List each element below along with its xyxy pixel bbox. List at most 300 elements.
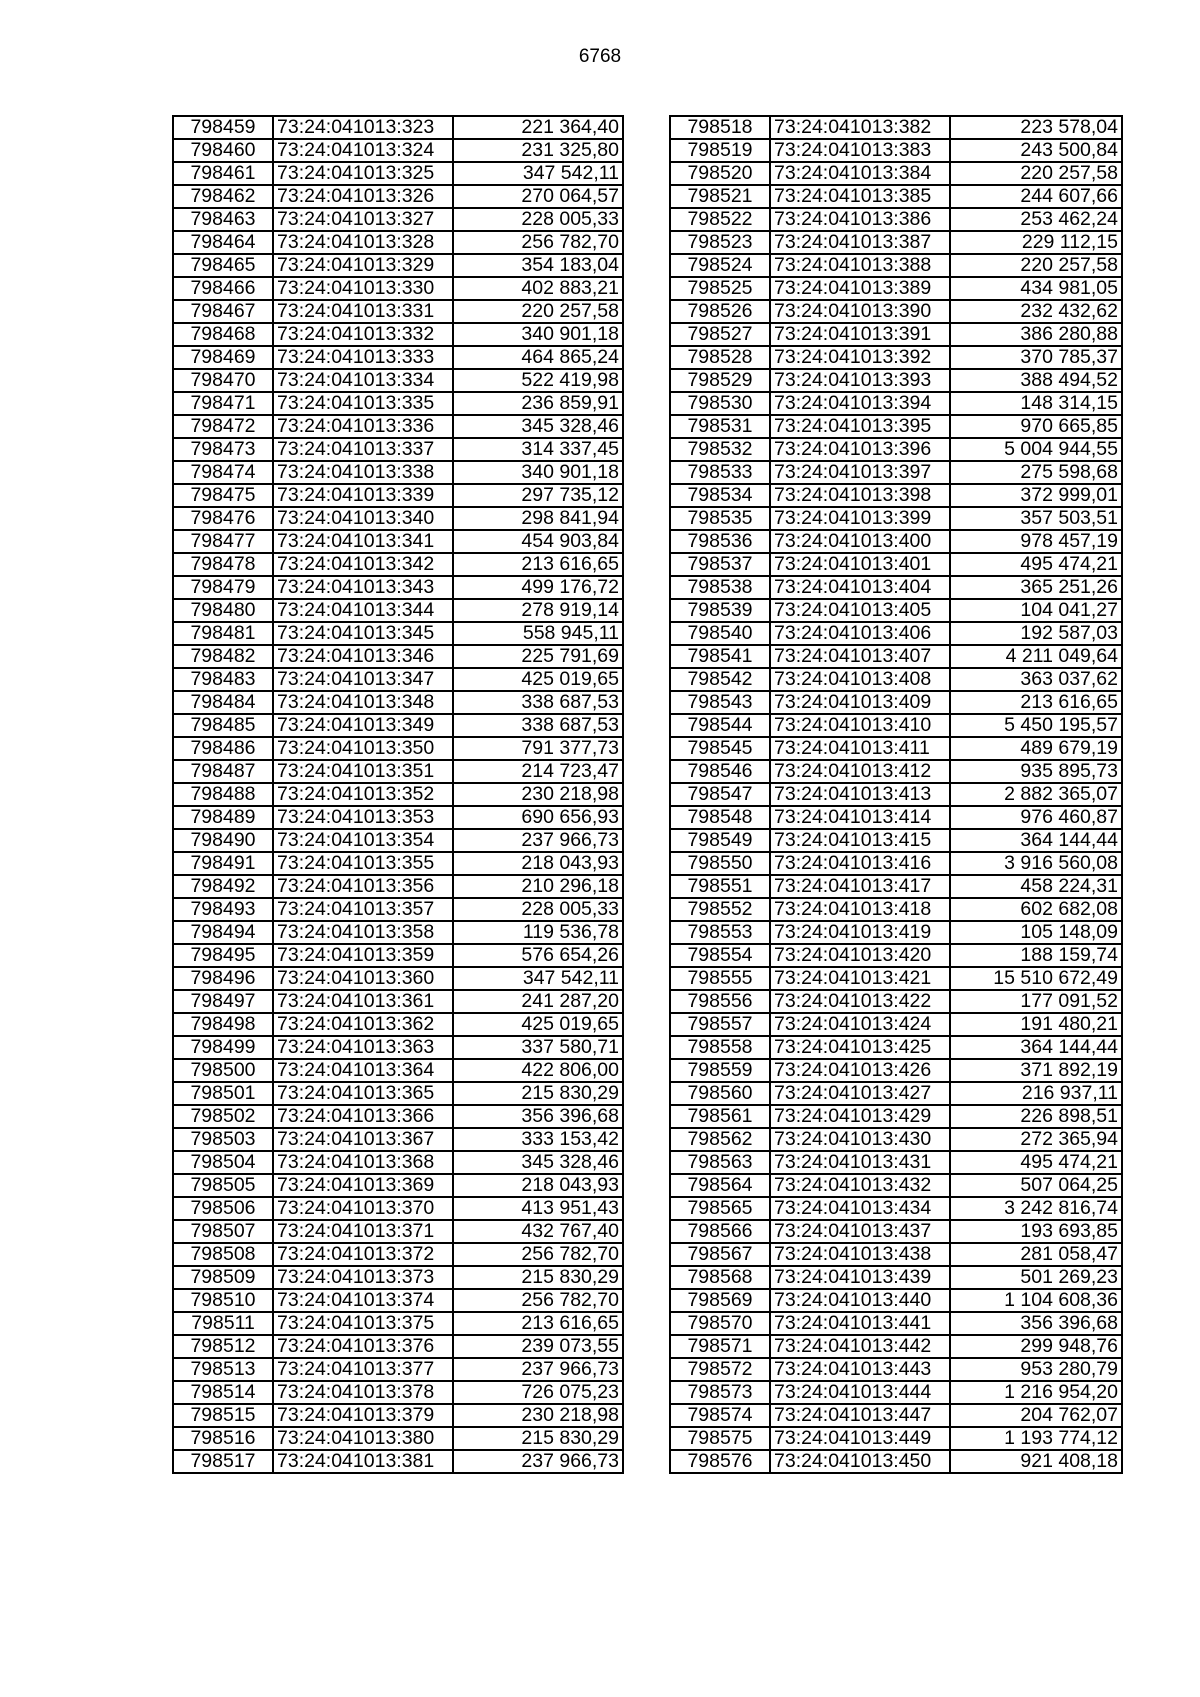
cadastral-number-cell: 73:24:041013:437 [770,1220,950,1243]
row-number-cell: 798493 [173,898,273,921]
cadastral-number-cell: 73:24:041013:421 [770,967,950,990]
row-number-cell: 798574 [670,1404,770,1427]
cadastral-number-cell: 73:24:041013:323 [273,116,453,139]
row-number-cell: 798567 [670,1243,770,1266]
cadastral-number-cell: 73:24:041013:416 [770,852,950,875]
table-row [173,553,623,576]
row-number-cell: 798526 [670,300,770,323]
cadastral-number-cell: 73:24:041013:370 [273,1197,453,1220]
table-row [670,1243,1122,1266]
value-cell: 213 616,65 [453,1312,623,1335]
cadastral-number-cell: 73:24:041013:410 [770,714,950,737]
cadastral-number-cell: 73:24:041013:396 [770,438,950,461]
table-row [670,783,1122,806]
table-row [173,1358,623,1381]
row-number-cell: 798530 [670,392,770,415]
table-row [173,783,623,806]
cadastral-number-cell: 73:24:041013:366 [273,1105,453,1128]
table-row [173,1059,623,1082]
row-number-cell: 798483 [173,668,273,691]
cadastral-number-cell: 73:24:041013:353 [273,806,453,829]
table-row [670,1289,1122,1312]
table-row [670,622,1122,645]
table-row [670,231,1122,254]
cadastral-number-cell: 73:24:041013:346 [273,645,453,668]
row-number-cell: 798476 [173,507,273,530]
table-row [670,1266,1122,1289]
table-row [173,806,623,829]
row-number-cell: 798547 [670,783,770,806]
cadastral-number-cell: 73:24:041013:406 [770,622,950,645]
table-row [670,1151,1122,1174]
row-number-cell: 798503 [173,1128,273,1151]
table-row [670,967,1122,990]
table-row [173,438,623,461]
row-number-cell: 798558 [670,1036,770,1059]
row-number-cell: 798489 [173,806,273,829]
table-row [173,967,623,990]
value-cell: 953 280,79 [950,1358,1122,1381]
row-number-cell: 798534 [670,484,770,507]
table-row [670,921,1122,944]
table-row [173,622,623,645]
cadastral-number-cell: 73:24:041013:430 [770,1128,950,1151]
value-cell: 364 144,44 [950,829,1122,852]
value-cell: 221 364,40 [453,116,623,139]
value-cell: 340 901,18 [453,323,623,346]
value-cell: 297 735,12 [453,484,623,507]
row-number-cell: 798480 [173,599,273,622]
value-cell: 214 723,47 [453,760,623,783]
table-row [173,645,623,668]
table-row [173,1197,623,1220]
row-number-cell: 798571 [670,1335,770,1358]
table-row [173,944,623,967]
table-row [173,1450,623,1473]
table-row [173,231,623,254]
table-row [670,323,1122,346]
table-row [173,415,623,438]
cadastral-number-cell: 73:24:041013:427 [770,1082,950,1105]
page-number: 6768 [578,46,622,67]
cadastral-number-cell: 73:24:041013:432 [770,1174,950,1197]
value-cell: 363 037,62 [950,668,1122,691]
value-cell: 495 474,21 [950,1151,1122,1174]
row-number-cell: 798479 [173,576,273,599]
value-cell: 215 830,29 [453,1266,623,1289]
row-number-cell: 798517 [173,1450,273,1473]
table-row [670,1174,1122,1197]
row-number-cell: 798477 [173,530,273,553]
table-row [670,346,1122,369]
value-cell: 978 457,19 [950,530,1122,553]
register-table-left [172,115,624,1474]
cadastral-number-cell: 73:24:041013:367 [273,1128,453,1151]
cadastral-number-cell: 73:24:041013:394 [770,392,950,415]
row-number-cell: 798527 [670,323,770,346]
table-row [670,1358,1122,1381]
value-cell: 507 064,25 [950,1174,1122,1197]
row-number-cell: 798491 [173,852,273,875]
table-row [670,369,1122,392]
value-cell: 501 269,23 [950,1266,1122,1289]
cadastral-number-cell: 73:24:041013:333 [273,346,453,369]
cadastral-number-cell: 73:24:041013:368 [273,1151,453,1174]
row-number-cell: 798554 [670,944,770,967]
table-row [173,1243,623,1266]
cadastral-number-cell: 73:24:041013:414 [770,806,950,829]
row-number-cell: 798482 [173,645,273,668]
table-row [670,898,1122,921]
value-cell: 278 919,14 [453,599,623,622]
row-number-cell: 798532 [670,438,770,461]
row-number-cell: 798509 [173,1266,273,1289]
value-cell: 3 916 560,08 [950,852,1122,875]
table-row [670,1105,1122,1128]
value-cell: 338 687,53 [453,714,623,737]
row-number-cell: 798492 [173,875,273,898]
row-number-cell: 798525 [670,277,770,300]
row-number-cell: 798542 [670,668,770,691]
cadastral-number-cell: 73:24:041013:326 [273,185,453,208]
row-number-cell: 798471 [173,392,273,415]
table-row [670,1082,1122,1105]
value-cell: 218 043,93 [453,1174,623,1197]
table-row [670,254,1122,277]
table-row [670,576,1122,599]
value-cell: 495 474,21 [950,553,1122,576]
cadastral-number-cell: 73:24:041013:440 [770,1289,950,1312]
row-number-cell: 798543 [670,691,770,714]
table-row [670,1013,1122,1036]
value-cell: 148 314,15 [950,392,1122,415]
table-row [173,1013,623,1036]
table-row [173,116,623,139]
cadastral-number-cell: 73:24:041013:422 [770,990,950,1013]
cadastral-number-cell: 73:24:041013:411 [770,737,950,760]
row-number-cell: 798485 [173,714,273,737]
cadastral-number-cell: 73:24:041013:348 [273,691,453,714]
row-number-cell: 798463 [173,208,273,231]
cadastral-number-cell: 73:24:041013:352 [273,783,453,806]
table-row [173,668,623,691]
cadastral-number-cell: 73:24:041013:429 [770,1105,950,1128]
row-number-cell: 798559 [670,1059,770,1082]
table-row [670,1059,1122,1082]
table-row [173,714,623,737]
value-cell: 413 951,43 [453,1197,623,1220]
value-cell: 690 656,93 [453,806,623,829]
row-number-cell: 798555 [670,967,770,990]
value-cell: 232 432,62 [950,300,1122,323]
value-cell: 364 144,44 [950,1036,1122,1059]
row-number-cell: 798553 [670,921,770,944]
table-row [173,139,623,162]
table-row [670,1450,1122,1473]
row-number-cell: 798481 [173,622,273,645]
row-number-cell: 798541 [670,645,770,668]
table-row [173,346,623,369]
table-row [670,714,1122,737]
table-row [173,392,623,415]
cadastral-number-cell: 73:24:041013:384 [770,162,950,185]
cadastral-number-cell: 73:24:041013:392 [770,346,950,369]
table-row [173,875,623,898]
row-number-cell: 798512 [173,1335,273,1358]
value-cell: 935 895,73 [950,760,1122,783]
value-cell: 177 091,52 [950,990,1122,1013]
row-number-cell: 798540 [670,622,770,645]
value-cell: 5 450 195,57 [950,714,1122,737]
row-number-cell: 798539 [670,599,770,622]
table-row [173,461,623,484]
cadastral-number-cell: 73:24:041013:390 [770,300,950,323]
row-number-cell: 798467 [173,300,273,323]
value-cell: 256 782,70 [453,231,623,254]
table-row [670,944,1122,967]
table-row [173,484,623,507]
row-number-cell: 798460 [173,139,273,162]
cadastral-number-cell: 73:24:041013:400 [770,530,950,553]
value-cell: 489 679,19 [950,737,1122,760]
cadastral-number-cell: 73:24:041013:365 [273,1082,453,1105]
cadastral-number-cell: 73:24:041013:419 [770,921,950,944]
value-cell: 236 859,91 [453,392,623,415]
cadastral-number-cell: 73:24:041013:393 [770,369,950,392]
table-row [173,1381,623,1404]
table-row [670,1197,1122,1220]
value-cell: 345 328,46 [453,1151,623,1174]
value-cell: 602 682,08 [950,898,1122,921]
cadastral-number-cell: 73:24:041013:376 [273,1335,453,1358]
cadastral-number-cell: 73:24:041013:339 [273,484,453,507]
cadastral-number-cell: 73:24:041013:442 [770,1335,950,1358]
value-cell: 422 806,00 [453,1059,623,1082]
value-cell: 921 408,18 [950,1450,1122,1473]
cadastral-number-cell: 73:24:041013:342 [273,553,453,576]
table-row [670,185,1122,208]
table-row [173,1082,623,1105]
table-row [173,1312,623,1335]
cadastral-number-cell: 73:24:041013:397 [770,461,950,484]
value-cell: 218 043,93 [453,852,623,875]
cadastral-number-cell: 73:24:041013:375 [273,1312,453,1335]
row-number-cell: 798529 [670,369,770,392]
row-number-cell: 798549 [670,829,770,852]
value-cell: 434 981,05 [950,277,1122,300]
value-cell: 253 462,24 [950,208,1122,231]
cadastral-number-cell: 73:24:041013:399 [770,507,950,530]
row-number-cell: 798550 [670,852,770,875]
value-cell: 576 654,26 [453,944,623,967]
table-row [173,691,623,714]
cadastral-number-cell: 73:24:041013:449 [770,1427,950,1450]
cadastral-number-cell: 73:24:041013:382 [770,116,950,139]
row-number-cell: 798536 [670,530,770,553]
value-cell: 354 183,04 [453,254,623,277]
table-row [173,1174,623,1197]
table-row [173,277,623,300]
value-cell: 216 937,11 [950,1082,1122,1105]
row-number-cell: 798475 [173,484,273,507]
cadastral-number-cell: 73:24:041013:356 [273,875,453,898]
cadastral-number-cell: 73:24:041013:420 [770,944,950,967]
cadastral-number-cell: 73:24:041013:337 [273,438,453,461]
table-row [670,1427,1122,1450]
cadastral-number-cell: 73:24:041013:391 [770,323,950,346]
cadastral-number-cell: 73:24:041013:417 [770,875,950,898]
row-number-cell: 798576 [670,1450,770,1473]
cadastral-number-cell: 73:24:041013:350 [273,737,453,760]
value-cell: 243 500,84 [950,139,1122,162]
value-cell: 464 865,24 [453,346,623,369]
cadastral-number-cell: 73:24:041013:364 [273,1059,453,1082]
table-row [173,507,623,530]
cadastral-number-cell: 73:24:041013:377 [273,1358,453,1381]
row-number-cell: 798468 [173,323,273,346]
value-cell: 371 892,19 [950,1059,1122,1082]
cadastral-number-cell: 73:24:041013:385 [770,185,950,208]
row-number-cell: 798507 [173,1220,273,1243]
cadastral-number-cell: 73:24:041013:388 [770,254,950,277]
row-number-cell: 798515 [173,1404,273,1427]
row-number-cell: 798516 [173,1427,273,1450]
row-number-cell: 798520 [670,162,770,185]
value-cell: 340 901,18 [453,461,623,484]
table-row [670,300,1122,323]
table-row [173,1128,623,1151]
row-number-cell: 798518 [670,116,770,139]
row-number-cell: 798490 [173,829,273,852]
table-row [173,737,623,760]
table-row [670,1220,1122,1243]
table-row [173,852,623,875]
table-row [670,875,1122,898]
value-cell: 229 112,15 [950,231,1122,254]
table-row [670,162,1122,185]
cadastral-number-cell: 73:24:041013:338 [273,461,453,484]
cadastral-number-cell: 73:24:041013:328 [273,231,453,254]
cadastral-number-cell: 73:24:041013:372 [273,1243,453,1266]
row-number-cell: 798506 [173,1197,273,1220]
table-row [670,737,1122,760]
row-number-cell: 798501 [173,1082,273,1105]
value-cell: 791 377,73 [453,737,623,760]
cadastral-number-cell: 73:24:041013:418 [770,898,950,921]
value-cell: 356 396,68 [950,1312,1122,1335]
value-cell: 522 419,98 [453,369,623,392]
row-number-cell: 798545 [670,737,770,760]
table-row [173,898,623,921]
cadastral-number-cell: 73:24:041013:424 [770,1013,950,1036]
cadastral-number-cell: 73:24:041013:345 [273,622,453,645]
table-row [670,392,1122,415]
cadastral-number-cell: 73:24:041013:332 [273,323,453,346]
value-cell: 231 325,80 [453,139,623,162]
table-row [173,369,623,392]
row-number-cell: 798472 [173,415,273,438]
cadastral-number-cell: 73:24:041013:359 [273,944,453,967]
cadastral-number-cell: 73:24:041013:389 [770,277,950,300]
row-number-cell: 798575 [670,1427,770,1450]
value-cell: 210 296,18 [453,875,623,898]
value-cell: 388 494,52 [950,369,1122,392]
cadastral-number-cell: 73:24:041013:363 [273,1036,453,1059]
row-number-cell: 798504 [173,1151,273,1174]
table-row [173,1404,623,1427]
table-row [670,1381,1122,1404]
value-cell: 356 396,68 [453,1105,623,1128]
value-cell: 230 218,98 [453,1404,623,1427]
value-cell: 215 830,29 [453,1082,623,1105]
value-cell: 239 073,55 [453,1335,623,1358]
row-number-cell: 798500 [173,1059,273,1082]
value-cell: 1 216 954,20 [950,1381,1122,1404]
row-number-cell: 798464 [173,231,273,254]
value-cell: 345 328,46 [453,415,623,438]
table-row [670,553,1122,576]
value-cell: 1 104 608,36 [950,1289,1122,1312]
cadastral-number-cell: 73:24:041013:381 [273,1450,453,1473]
row-number-cell: 798533 [670,461,770,484]
table-row [670,208,1122,231]
value-cell: 188 159,74 [950,944,1122,967]
value-cell: 357 503,51 [950,507,1122,530]
table-row [173,1151,623,1174]
cadastral-number-cell: 73:24:041013:357 [273,898,453,921]
row-number-cell: 798556 [670,990,770,1013]
cadastral-number-cell: 73:24:041013:409 [770,691,950,714]
row-number-cell: 798488 [173,783,273,806]
cadastral-number-cell: 73:24:041013:347 [273,668,453,691]
cadastral-number-cell: 73:24:041013:387 [770,231,950,254]
table-row [670,1128,1122,1151]
row-number-cell: 798466 [173,277,273,300]
row-number-cell: 798568 [670,1266,770,1289]
value-cell: 15 510 672,49 [950,967,1122,990]
value-cell: 105 148,09 [950,921,1122,944]
value-cell: 454 903,84 [453,530,623,553]
row-number-cell: 798510 [173,1289,273,1312]
row-number-cell: 798560 [670,1082,770,1105]
table-row [173,599,623,622]
cadastral-number-cell: 73:24:041013:327 [273,208,453,231]
value-cell: 230 218,98 [453,783,623,806]
row-number-cell: 798519 [670,139,770,162]
table-row [173,1289,623,1312]
table-row [173,1036,623,1059]
cadastral-number-cell: 73:24:041013:386 [770,208,950,231]
row-number-cell: 798573 [670,1381,770,1404]
value-cell: 256 782,70 [453,1243,623,1266]
table-row [173,829,623,852]
table-row [173,760,623,783]
table-row [670,599,1122,622]
table-row [670,438,1122,461]
row-number-cell: 798514 [173,1381,273,1404]
value-cell: 104 041,27 [950,599,1122,622]
value-cell: 3 242 816,74 [950,1197,1122,1220]
value-cell: 333 153,42 [453,1128,623,1151]
value-cell: 1 193 774,12 [950,1427,1122,1450]
value-cell: 347 542,11 [453,967,623,990]
row-number-cell: 798548 [670,806,770,829]
row-number-cell: 798523 [670,231,770,254]
cadastral-number-cell: 73:24:041013:404 [770,576,950,599]
table-row [670,507,1122,530]
value-cell: 558 945,11 [453,622,623,645]
value-cell: 386 280,88 [950,323,1122,346]
